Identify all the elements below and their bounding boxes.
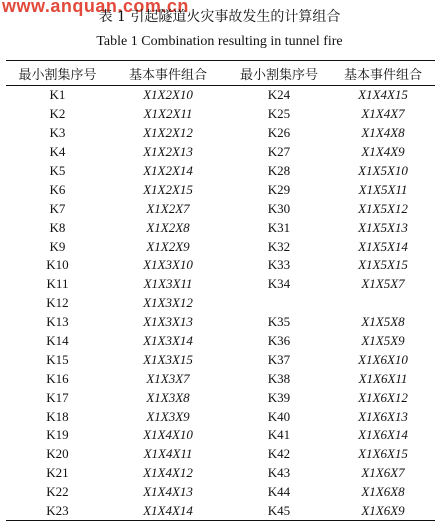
cutset-id-cell: K44 — [267, 484, 291, 500]
watermark: www.anquan.com.cn — [2, 0, 189, 16]
event-combination-cell: X1X5X8 — [361, 314, 405, 330]
table-title-en: Table 1 Combination resulting in tunnel fire — [96, 34, 343, 49]
table-row — [6, 313, 435, 332]
event-combination-cell: X1X2X8 — [146, 219, 190, 235]
event-combination-cell: X1X2X9 — [146, 238, 190, 254]
event-combination-cell: X1X3X15 — [143, 351, 193, 367]
column-header-event-combination: 基本事件组合 — [331, 61, 435, 86]
event-combination-cell: X1X4X10 — [143, 427, 193, 443]
table-row — [6, 464, 435, 483]
cutset-id-cell: K11 — [46, 276, 69, 292]
cutset-id-cell: K37 — [267, 351, 291, 367]
event-combination-cell: X1X4X13 — [143, 484, 193, 500]
table-title-cn: 表 1 引起隧道火灾事故发生的计算组合 — [98, 9, 341, 25]
event-combination-cell: X1X5X9 — [361, 333, 405, 349]
event-combination-cell: X1X3X7 — [146, 370, 190, 386]
cutset-id-cell: K15 — [46, 351, 69, 367]
event-combination-cell: X1X5X14 — [358, 238, 408, 254]
cutset-id-cell: K36 — [267, 333, 291, 349]
event-combination-cell: X1X5X11 — [358, 181, 408, 197]
event-combination-cell: X1X3X8 — [146, 389, 190, 405]
column-header-event-combination: 基本事件组合 — [109, 61, 227, 86]
event-combination-cell: X1X2X15 — [143, 181, 193, 197]
cutset-id-cell: K16 — [46, 370, 69, 386]
cutset-id-cell: K10 — [46, 257, 69, 273]
table-row — [6, 483, 435, 502]
cutset-id-cell: K42 — [267, 446, 291, 462]
table-row — [6, 294, 435, 313]
event-combination-cell: X1X6X14 — [358, 427, 408, 443]
event-combination-cell: X1X4X8 — [361, 125, 405, 141]
cutset-id-cell: K12 — [46, 295, 69, 311]
event-combination-cell: X1X4X14 — [143, 503, 193, 519]
event-combination-cell: X1X6X8 — [361, 484, 405, 500]
cutset-id-cell: K35 — [267, 314, 291, 330]
table-row — [6, 350, 435, 369]
cutset-id-cell: K20 — [46, 446, 69, 462]
cutset-id-cell: K33 — [267, 257, 291, 273]
cutset-id-cell: K29 — [267, 181, 291, 197]
event-combination-cell — [331, 294, 435, 313]
event-combination-cell: X1X6X12 — [358, 389, 408, 405]
event-combination-cell: X1X5X12 — [358, 200, 408, 216]
event-combination-cell: X1X4X11 — [143, 446, 193, 462]
event-combination-cell: X1X3X14 — [143, 333, 193, 349]
cutset-id-cell: K8 — [49, 219, 66, 235]
event-combination-cell: X1X5X7 — [361, 276, 405, 292]
event-combination-cell: X1X6X13 — [358, 408, 408, 424]
cutset-id-cell: K43 — [267, 465, 291, 481]
event-combination-cell: X1X6X15 — [358, 446, 408, 462]
cutset-id-cell: K5 — [49, 163, 66, 178]
event-combination-cell: X1X2X10 — [143, 87, 193, 103]
cutset-id-cell: K31 — [267, 219, 291, 235]
cutset-id-cell: K2 — [49, 106, 66, 122]
table-row — [6, 369, 435, 388]
table-row — [6, 218, 435, 237]
cutset-id-cell: K13 — [46, 314, 69, 330]
table-row — [6, 180, 435, 199]
cutset-id-cell: K21 — [46, 465, 69, 481]
event-combination-cell: X1X2X12 — [143, 125, 193, 141]
cutset-id-cell: K27 — [267, 144, 291, 160]
event-combination-cell: X1X3X10 — [143, 257, 193, 273]
table-row — [6, 332, 435, 351]
table-row — [6, 388, 435, 407]
event-combination-cell: X1X3X11 — [143, 276, 193, 292]
event-combination-cell: X1X5X10 — [358, 163, 408, 178]
cutset-id-cell: K39 — [267, 389, 291, 405]
table-row — [6, 86, 435, 105]
cutset-id-cell: K4 — [49, 144, 66, 160]
event-combination-cell: X1X5X15 — [358, 257, 408, 273]
cutset-id-cell: K7 — [49, 200, 66, 216]
event-combination-cell: X1X3X12 — [143, 295, 193, 311]
cutset-id-cell: K1 — [49, 87, 66, 103]
cutset-id-cell: K17 — [46, 389, 69, 405]
event-combination-cell: X1X4X12 — [143, 465, 193, 481]
cutset-id-cell: K22 — [46, 484, 69, 500]
table-row — [6, 426, 435, 445]
cutset-id-cell: K28 — [267, 163, 291, 178]
table-row — [6, 275, 435, 294]
event-combination-cell: X1X6X11 — [358, 370, 408, 386]
column-header-cutset-id: 最小割集序号 — [6, 61, 109, 86]
cutset-id-cell: K34 — [267, 276, 291, 292]
event-combination-cell: X1X3X9 — [146, 408, 190, 424]
table-row — [6, 143, 435, 162]
event-combination-cell: X1X4X9 — [361, 144, 405, 160]
cutset-id-cell: K38 — [267, 370, 291, 386]
cutset-id-cell — [227, 294, 331, 313]
event-combination-cell: X1X2X13 — [143, 144, 193, 160]
cutset-id-cell: K25 — [267, 106, 291, 122]
table-row — [6, 162, 435, 181]
event-combination-cell: X1X5X13 — [358, 219, 408, 235]
event-combination-cell: X1X6X9 — [361, 503, 405, 519]
cutset-id-cell: K14 — [46, 333, 69, 349]
cutset-id-cell: K45 — [267, 503, 291, 519]
event-combination-cell: X1X2X11 — [143, 106, 193, 122]
event-combination-cell: X1X2X7 — [146, 200, 190, 216]
table-row — [6, 256, 435, 275]
cut-set-table — [6, 60, 435, 521]
event-combination-cell: X1X4X15 — [358, 87, 408, 103]
table-header-row — [6, 61, 435, 86]
table-row — [6, 237, 435, 256]
table-row — [6, 445, 435, 464]
table-row — [6, 105, 435, 124]
table-row — [6, 502, 435, 521]
event-combination-cell: X1X4X7 — [361, 106, 405, 122]
cutset-id-cell: K40 — [267, 408, 291, 424]
table-row — [6, 124, 435, 143]
cutset-id-cell: K30 — [267, 200, 291, 216]
column-header-cutset-id: 最小割集序号 — [227, 61, 331, 86]
cutset-id-cell: K19 — [46, 427, 69, 443]
cutset-id-cell: K32 — [267, 238, 291, 254]
cutset-id-cell: K9 — [49, 238, 66, 254]
cutset-id-cell: K18 — [46, 408, 69, 424]
cutset-id-cell: K6 — [49, 181, 66, 197]
table-row — [6, 199, 435, 218]
cutset-id-cell: K23 — [46, 503, 69, 519]
cutset-id-cell: K24 — [267, 87, 291, 103]
event-combination-cell: X1X6X7 — [361, 465, 405, 481]
event-combination-cell: X1X3X13 — [143, 314, 193, 330]
table-row — [6, 407, 435, 426]
cutset-id-cell: K3 — [49, 125, 66, 141]
event-combination-cell: X1X6X10 — [358, 351, 408, 367]
event-combination-cell: X1X2X14 — [143, 163, 193, 178]
cutset-id-cell: K26 — [267, 125, 291, 141]
cutset-id-cell: K41 — [267, 427, 291, 443]
